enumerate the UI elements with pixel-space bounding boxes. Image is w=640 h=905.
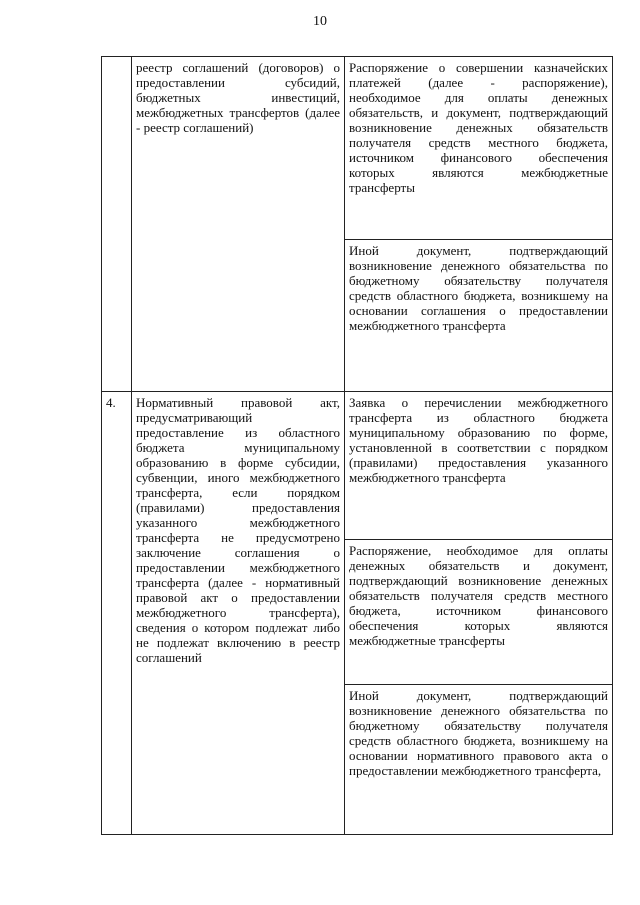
row-number-cell	[102, 57, 132, 392]
payment-document-text: Заявка о перечислении межбюджетного трансферта из областного бюджета муниципальному образованию по форме, установленной в соответствии с порядком (правилами) предоставления указанного межбюджетного трансферта	[349, 395, 608, 485]
page-number: 10	[313, 14, 327, 29]
payment-document-text: Иной документ, подтверждающий возникновение денежного обязательства по бюджетному обязательству получателя средств областного бюджета, возникшему на основании соглашения о предоставлении межбюджетного трансферта	[349, 243, 608, 333]
basis-document-text: реестр соглашений (договоров) о предоставлении субсидий, бюджетных инвестиций, межбюджетных трансфертов (далее - реестр соглашений)	[136, 60, 340, 135]
payment-document-text: Иной документ, подтверждающий возникновение денежного обязательства по бюджетному обязательству получателя средств областного бюджета, возникшему на основании нормативного правового акта о предоставлении межбюджетного трансферта,	[349, 688, 608, 778]
basis-document-cell	[132, 392, 345, 835]
table-row	[102, 57, 613, 240]
row-number-cell: 4.	[102, 392, 132, 835]
payment-document-text: Распоряжение о совершении казначейских платежей (далее - распоряжение), необходимое для оплаты денежных обязательств, и документ, подтверждающий возникновение денежных обязательств получателя средств местного бюджета, источником финансового обеспечения которых являются межбюджетные трансферты	[349, 60, 608, 195]
payment-document-cell	[345, 57, 613, 240]
payment-document-cell	[345, 540, 613, 685]
payment-document-text: Распоряжение, необходимое для оплаты денежных обязательств и документ, подтверждающий возникновение денежных обязательств получателя средств местного бюджета, источником финансового обеспечения которых являются межбюджетные трансферты	[349, 543, 608, 648]
payment-document-cell	[345, 240, 613, 392]
payment-document-cell	[345, 392, 613, 540]
table-row	[102, 392, 613, 540]
basis-document-text: Нормативный правовой акт, предусматривающий предоставление из областного бюджета муниципальному образованию в форме субсидии, субвенции, иного межбюджетного трансферта, если порядком (правилами) предоставления указанного межбюджетного трансферта не предусмотрено заключение соглашения о предоставлении межбюджетного трансферта (далее - нормативный правовой акт о предоставлении межбюджетного трансферта), сведения о котором подлежат либо не подлежат включению в реестр соглашений	[136, 395, 340, 665]
document-table	[101, 56, 613, 835]
basis-document-cell	[132, 57, 345, 392]
payment-document-cell	[345, 685, 613, 835]
